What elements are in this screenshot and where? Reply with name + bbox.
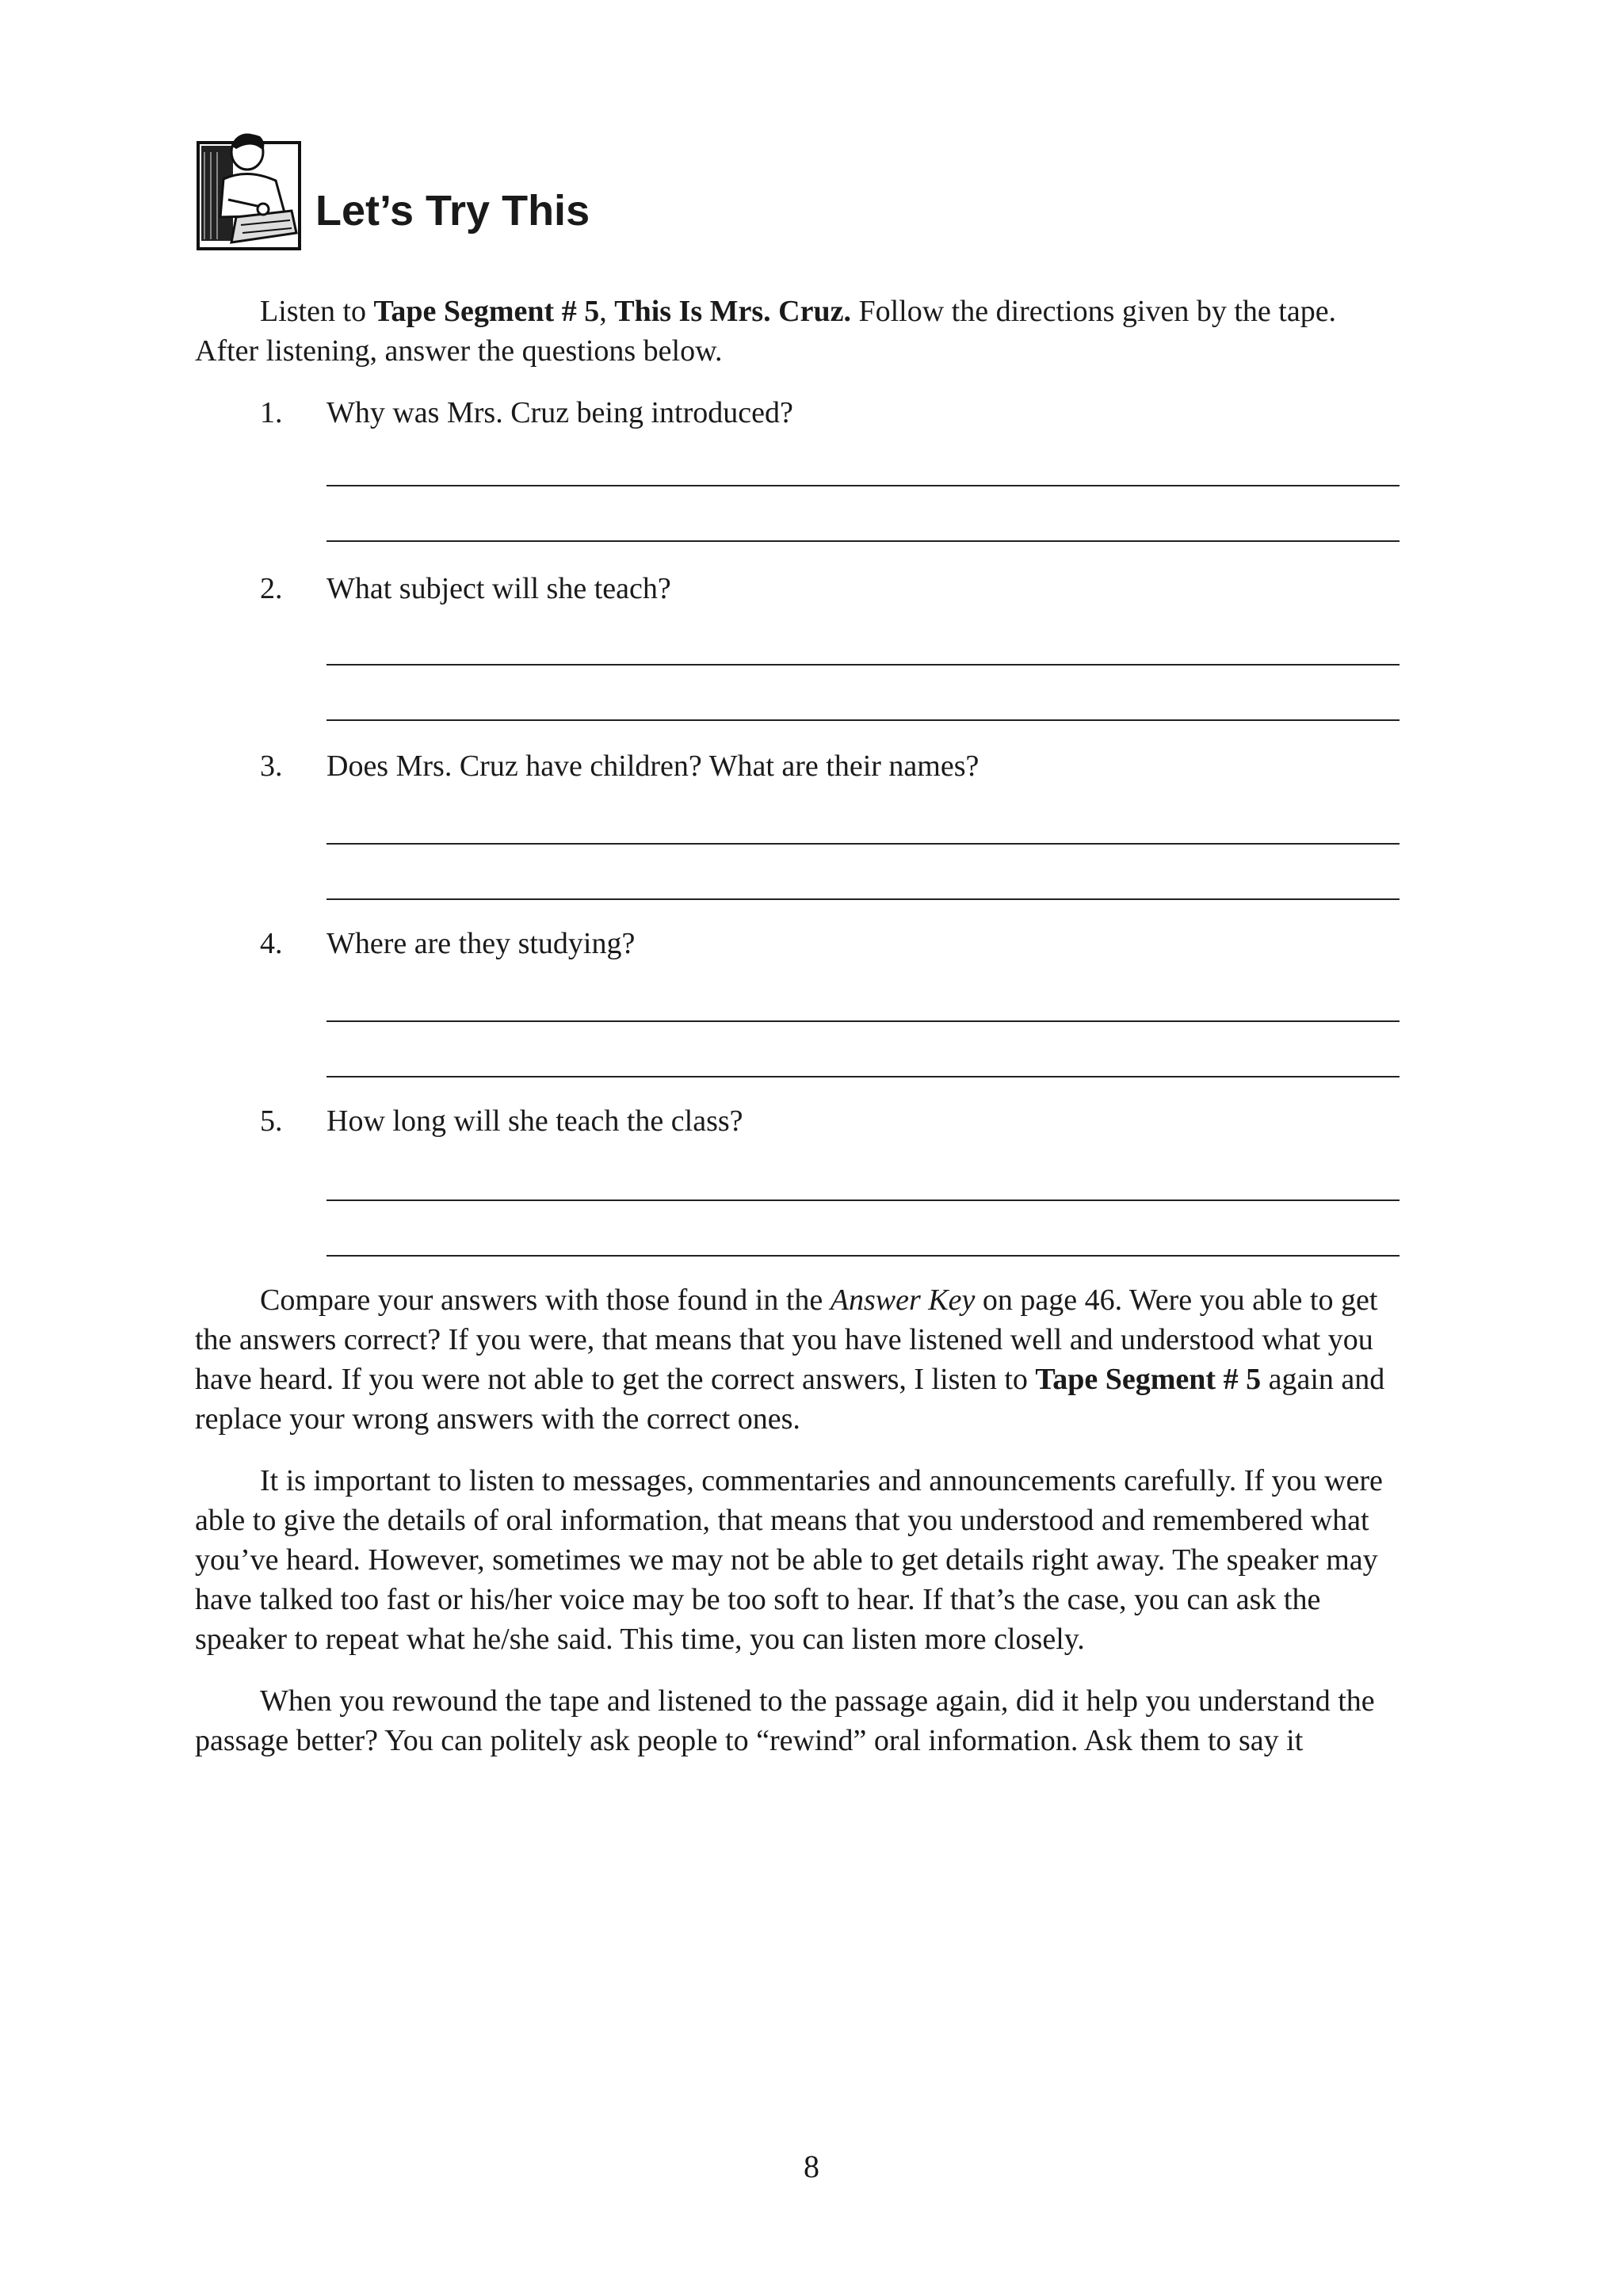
question-number: 3. [260,749,283,783]
question-number: 4. [260,927,283,960]
compare-text-mid: on page 46. Were you able to get the answers correct? If you were, that means that you have listened well and understood what you have heard. If you were not able to get the correct answers, I listen to [195,1283,1378,1396]
answer-line[interactable] [327,843,1400,845]
question-text: What subject will she teach? [327,572,671,605]
question-text: Where are they studying? [327,927,636,960]
answer-line[interactable] [327,1199,1400,1201]
answer-line[interactable] [327,540,1400,542]
tape-segment-ref: Tape Segment # 5 [1035,1363,1262,1396]
question-number: 5. [260,1104,283,1138]
listening-paragraph: It is important to listen to messages, commentaries and announcements carefully. If you were able to give the details of oral information, that means that you understood and remembered what you’ve heard. However, sometimes we may not be able to get details right away. The speaker may have talked too fast or his/her voice may be too soft to hear. If that’s the case, you can ask the speaker to repeat what he/she said. This time, you can listen more closely. [195,1464,1383,1656]
answer-line[interactable] [327,1020,1400,1022]
question-item [195,569,1400,727]
question-item [195,746,1400,905]
rewind-paragraph: When you rewound the tape and listened to the passage again, did it help you understand the passage better? You can politely ask people to “rewind” oral information. Ask them to say it [195,1684,1375,1757]
answer-line[interactable] [327,898,1400,900]
answer-line[interactable] [327,664,1400,666]
intro-paragraph [195,292,1400,371]
answer-key-ref: Answer Key [830,1283,976,1317]
compare-paragraph [195,1280,1400,1439]
question-item [195,924,1400,1082]
question-item [195,1101,1400,1260]
page-number: 8 [804,2149,819,2184]
question-text: How long will she teach the class? [327,1104,743,1138]
question-text: Does Mrs. Cruz have children? What are their names? [327,749,980,783]
section-header [197,128,910,255]
compare-text: Compare your answers with those found in the [260,1283,831,1317]
intro-comma: , [599,295,615,328]
answer-line[interactable] [327,1076,1400,1077]
compare-text-end: again and replace your wrong answers with the correct ones. [195,1363,1385,1436]
intro-text: Listen to [260,295,374,328]
question-text: Why was Mrs. Cruz being introduced? [327,396,793,429]
section-title: Let’s Try This [315,187,590,235]
tape-segment-title: This Is Mrs. Cruz. [614,295,851,328]
answer-line[interactable] [327,719,1400,721]
question-number: 2. [260,572,283,605]
answer-line[interactable] [327,485,1400,486]
answer-line[interactable] [327,1255,1400,1257]
tape-segment-ref: Tape Segment # 5 [373,295,600,328]
question-number: 1. [260,396,283,429]
intro-directions: Follow the directions given by the tape. After listening, answer the questions below. [195,295,1337,368]
student-writing-icon [197,128,301,252]
question-item [195,393,1400,551]
